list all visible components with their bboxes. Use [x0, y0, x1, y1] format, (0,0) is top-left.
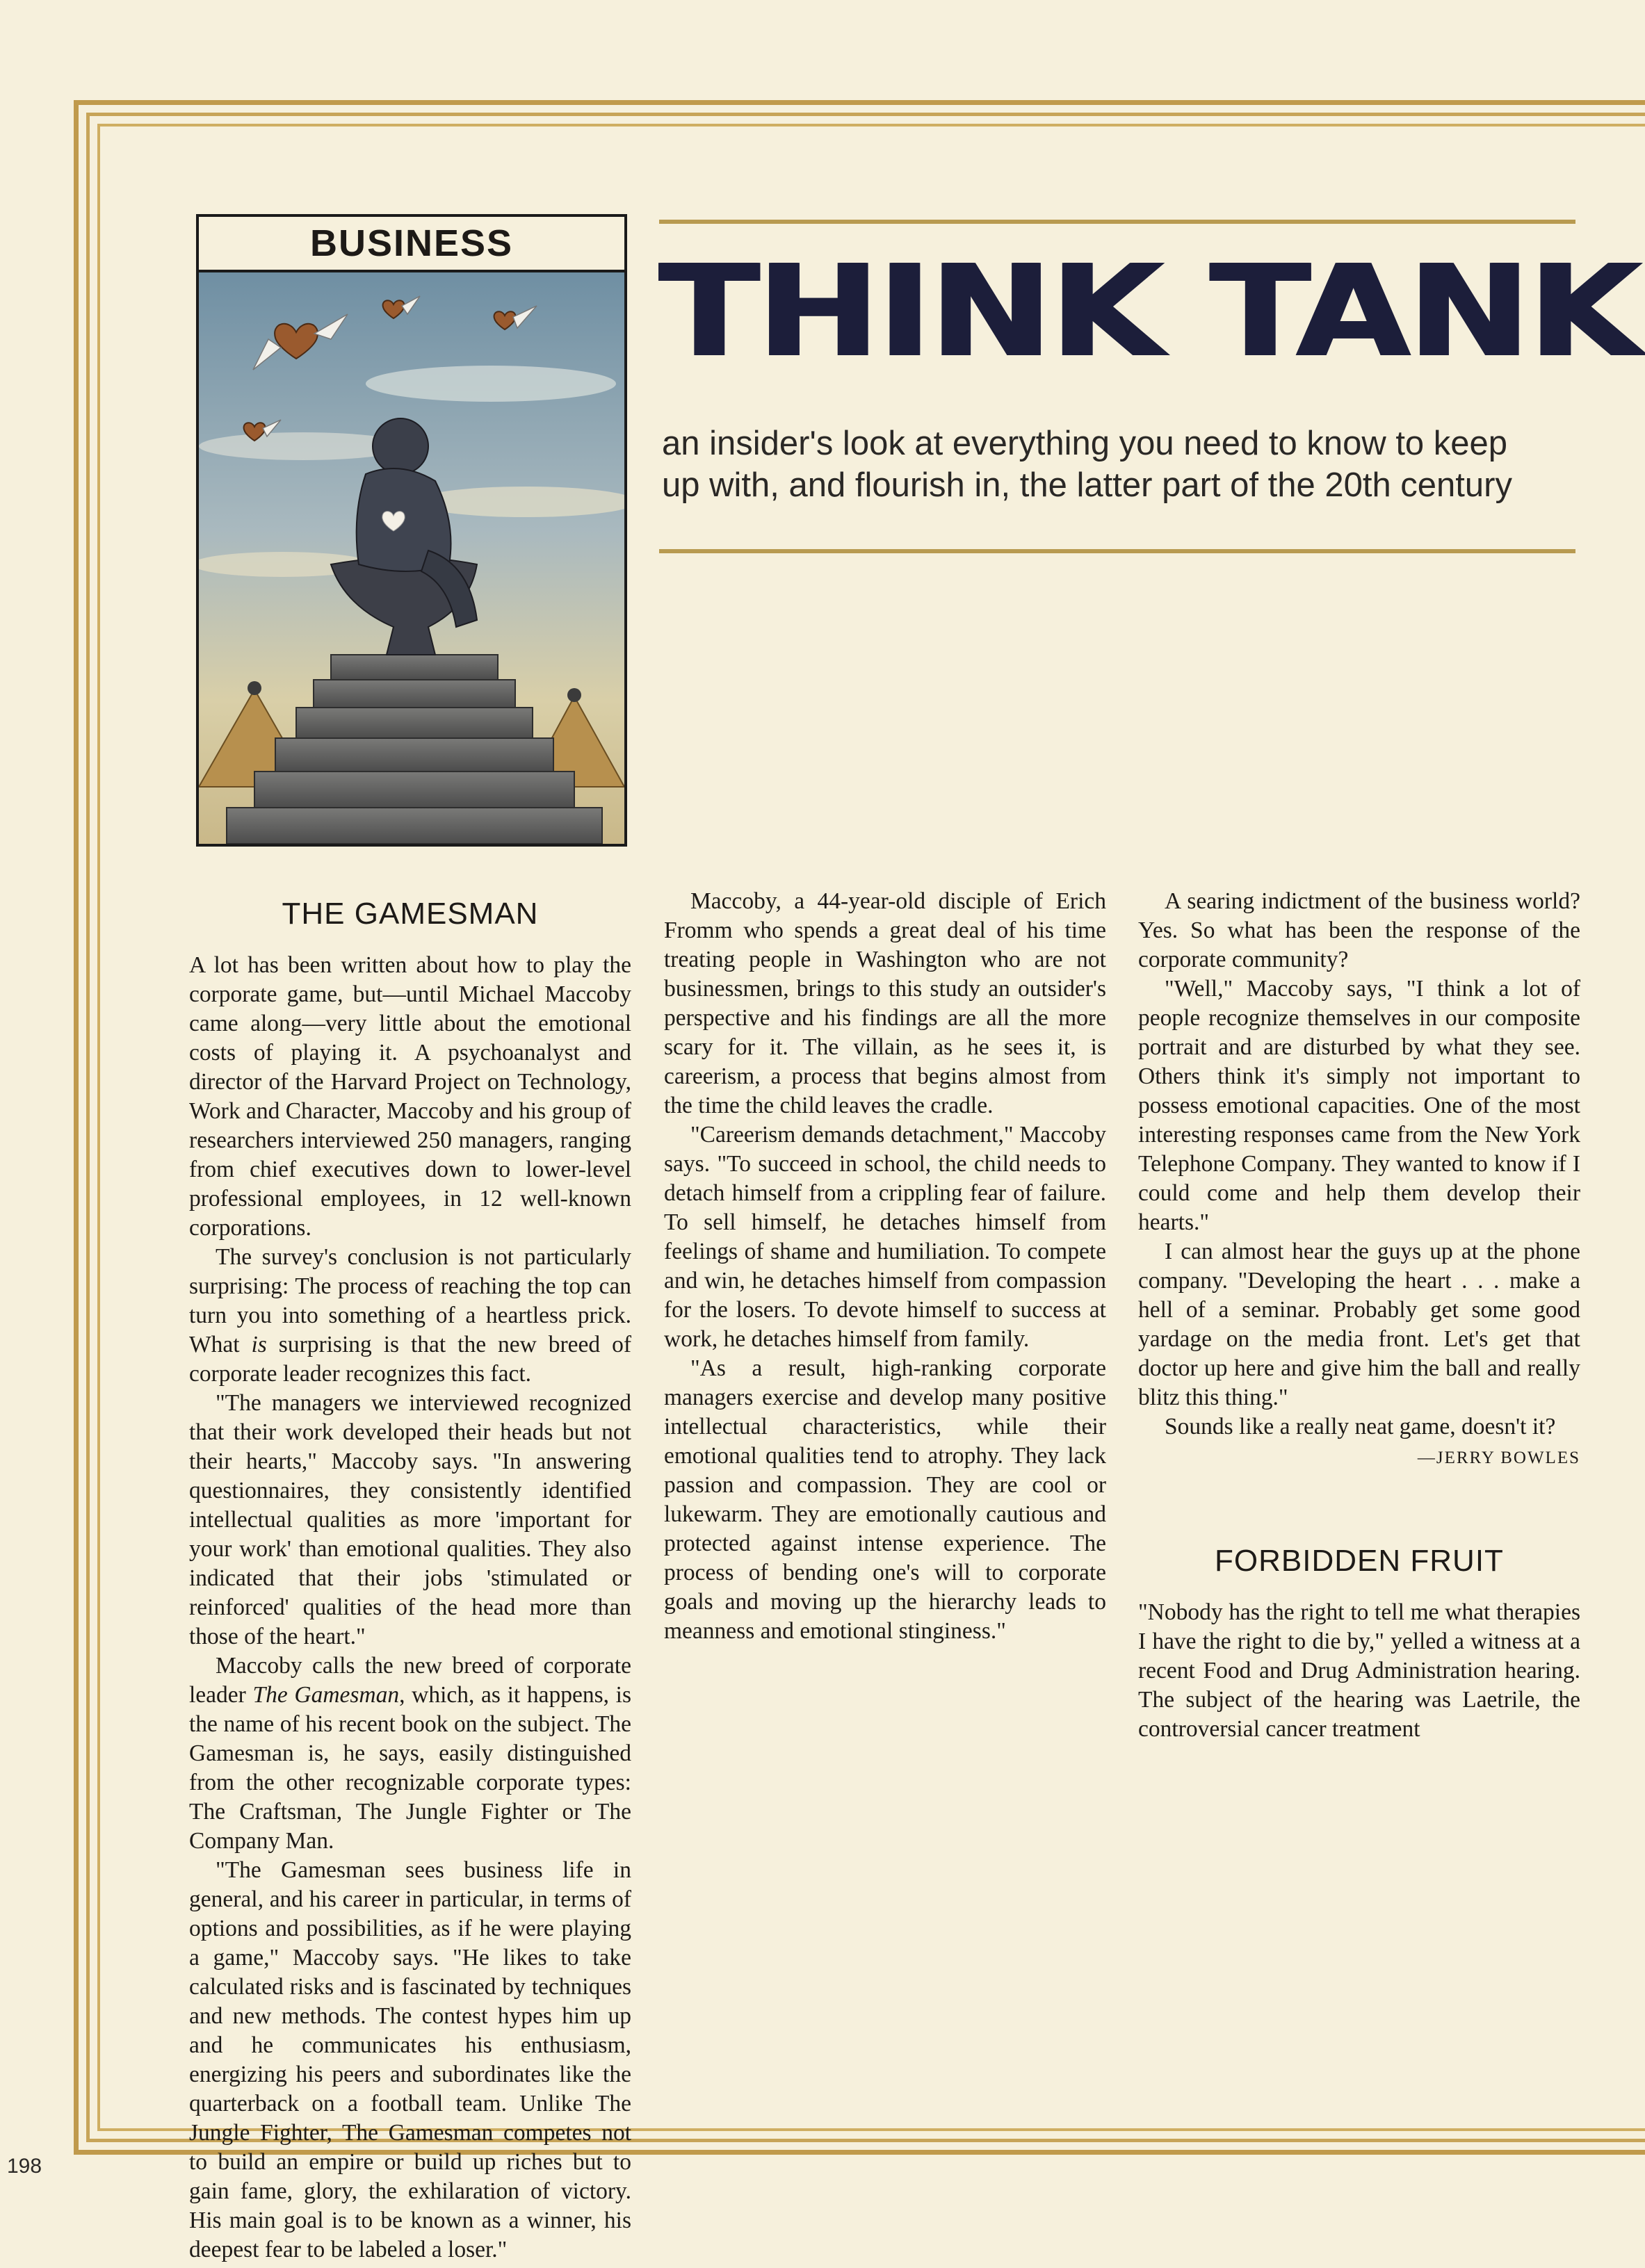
closing-line [1138, 1412, 1580, 1442]
paragraph: The survey's conclusion is not particularly surprising: The process of reaching the top can turn you into something of a heartless prick. What is surprising is that the new breed of corporate leader recognizes this fact. [189, 1244, 631, 1387]
paragraph-continued: "The Gamesman sees business life in general, and his career in particular, in terms of options and possibilities, as if he were playing a game," Maccoby says. "He likes to take calculated risks and is fascinated by techniques and new methods. The contest hypes him up and he communicates his enthusiasm, energizing his peers and subordinates like the quarterback on a football team. Unlike The Jungle Fighter, The Gamesman competes not to build an empire or build up riches but to gain fame, glory, the exhilaration of victory. His main goal is to be known as a winner, his deepest fear to be labeled a loser." [189, 1857, 631, 2262]
article-title-forbidden-fruit: FORBIDDEN FRUIT [1215, 1544, 1504, 1578]
paragraph: Maccoby, a 44-year-old disciple of Erich Fromm who spends a great deal of his time treating people in Washington who are not businessmen, brings to this study an outsider's perspective and his findings are all the more scary for it. The villain, as he sees it, is careerism, a process that begins almost from the time the child leaves the cradle. [664, 888, 1106, 1118]
headline: THINK TANK [659, 237, 1640, 385]
paragraph: "Nobody has the right to tell me what therapies I have the right to die by," yelled a witness at a recent Food and Drug Administration hearing. The subject of the hearing was Laetrile, the controversial cancer treatment [1138, 1599, 1580, 1742]
section-badge-panel [196, 214, 627, 847]
paragraph: I can almost hear the guys up at the phone company. "Developing the heart . . . make a hell of a seminar. Probably get some good yardage on the media front. Let's get that doctor up here and give him the ball and really blitz this thing." [1138, 1239, 1580, 1410]
gamesman-statue-illustration [199, 272, 624, 844]
column-3 [1138, 887, 1580, 1744]
paragraph: "Well," Maccoby says, "I think a lot of people recognize themselves in our composite portrait and are disturbed by what they see. Others think it's simply not important to possess emotional capacities. One of the most interesting responses came from the New York Telephone Company. They wanted to know if I could come and help them develop their hearts." [1138, 976, 1580, 1235]
subtitle [662, 423, 1580, 506]
column-2 [664, 887, 1106, 1646]
paragraph: A searing indictment of the business world? Yes. So what has been the response of the corporate community? [1138, 888, 1580, 972]
paragraph: "Careerism demands detachment," Maccoby says. "To succeed in school, the child needs to detach himself from a crippling fear of failure. To sell himself, he detaches himself from feelings of shame and humiliation. To compete and win, he detaches himself from compassion for the losers. To devote himself to success at work, he detaches himself from family. [664, 1122, 1106, 1352]
paragraph: Sounds like a really neat game, doesn't it? [1165, 1414, 1556, 1439]
paragraph: Maccoby calls the new breed of corporate leader The Gamesman, which, as it happens, is the name of his recent book on the subject. The Gamesman is, he says, easily distinguished from the other recognizable corporate types: The Craftsman, The Jungle Fighter or The Company Man. [189, 1653, 632, 1854]
article-title-gamesman: THE GAMESMAN [282, 897, 539, 931]
header-top-rule [659, 220, 1575, 224]
header-bottom-rule [659, 549, 1575, 553]
subtitle-line-2: up with, and flourish in, the latter part of the 20th century [662, 466, 1512, 504]
paragraph-continued: "As a result, high-ranking corporate managers exercise and develop many positive intellectual characteristics, while their emotional qualities tend to atrophy. They lack passion and compassion. They are cool or lukewarm. They are emotionally cautious and protected against intense experience. The process of bending one's will to corporate goals and moving up the hierarchy leads to meanness and emotional stinginess." [664, 1355, 1106, 1644]
page-number: 198 [7, 2155, 42, 2178]
paragraph: A lot has been written about how to play the corporate game, but—until Michael Maccoby came along—very little about the emotional costs of playing it. A psychoanalyst and director of the Harvard Project on Technology, Work and Character, Maccoby and his group of researchers interviewed 250 managers, ranging from chief executives down to lower-level professional employees, in 12 well-known corporations. [189, 952, 631, 1241]
paragraph: "The managers we interviewed recognized that their work developed their heads but not their hearts," Maccoby says. "In answering questionnaires, they consistently identified intellectual qualities as more 'important for your work' than emotional qualities. They also indicated that their jobs 'stimulated or reinforced' qualities of the head more than those of the heart." [189, 1390, 631, 1649]
byline: —JERRY BOWLES [1417, 1449, 1580, 1467]
subtitle-line-1: an insider's look at everything you need to know to keep [662, 425, 1508, 462]
section-badge: BUSINESS [199, 217, 624, 272]
column-1 [189, 887, 631, 2265]
